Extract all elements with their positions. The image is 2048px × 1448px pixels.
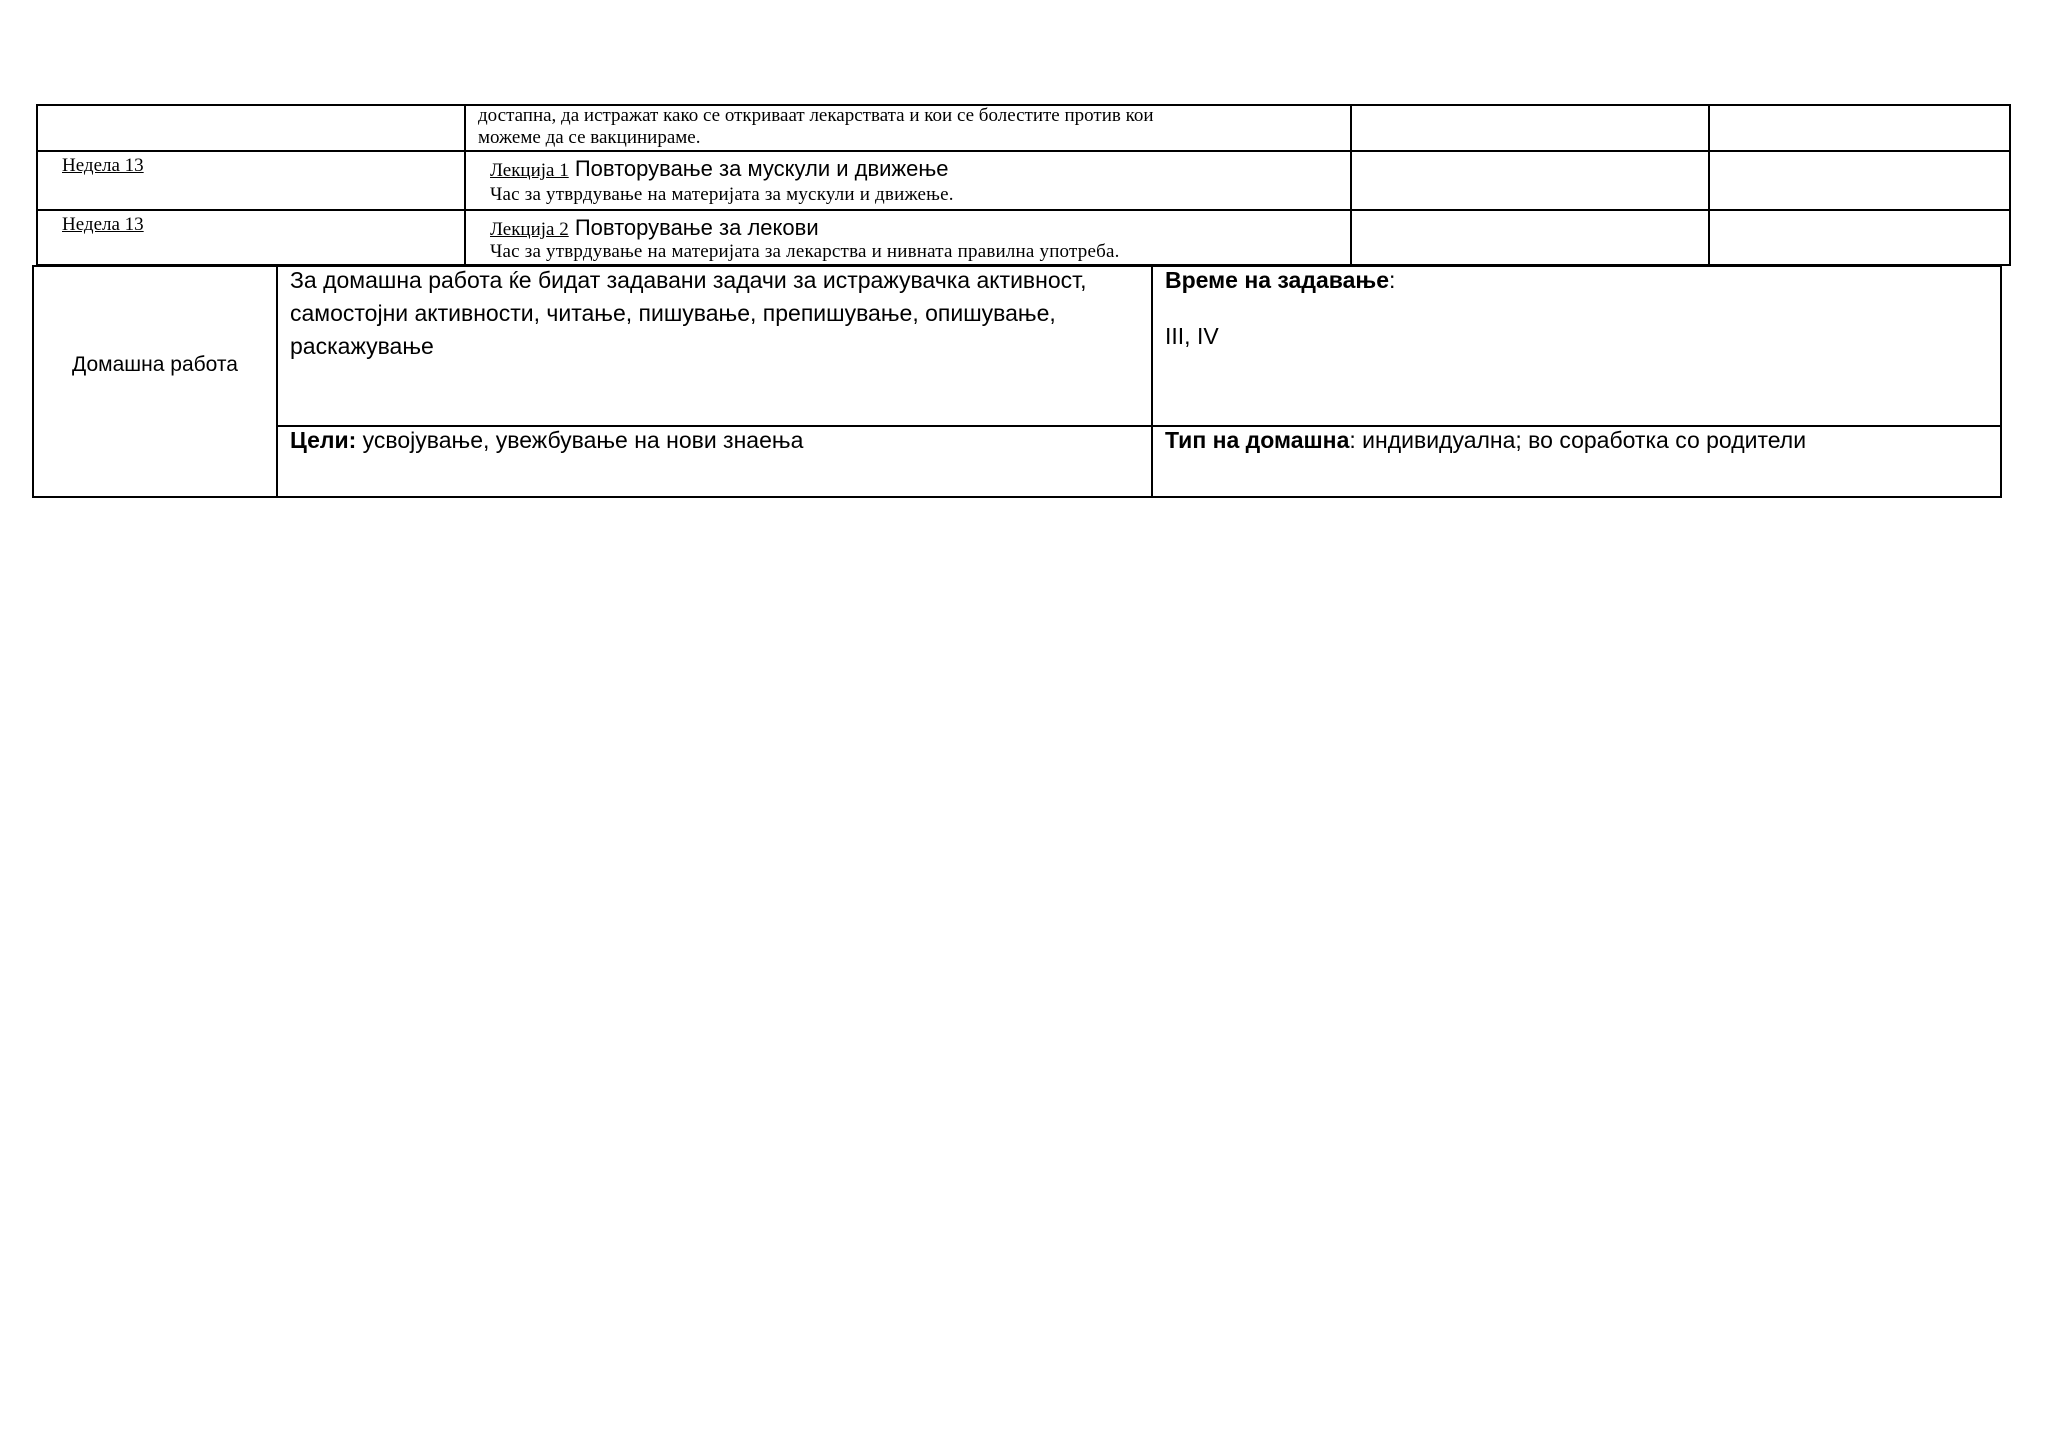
- assignment-time-value: III, IV: [1165, 323, 1219, 349]
- lesson-link[interactable]: Лекција 1: [490, 160, 569, 181]
- lesson-description: Час за утврдување на материјата за лекарства и нивната правилна употреба.: [490, 241, 1120, 262]
- homework-type-label: Тип на домашна: [1165, 427, 1350, 453]
- lesson-heading: [490, 215, 1120, 241]
- lesson-heading: [490, 156, 954, 182]
- week-label: Недела 13: [62, 155, 144, 176]
- assignment-time-colon: :: [1389, 267, 1396, 293]
- continuation-line-2: можеме да се вакцинираме.: [478, 127, 701, 148]
- homework-row-label: Домашна работа: [72, 353, 238, 376]
- assignment-time-label: Време на задавање: [1165, 267, 1389, 293]
- lesson-title: Повторување за лекови: [568, 215, 819, 240]
- homework-description: За домашна работа ќе бидат задавани задачи за истражувачка активност, самостојни активности, читање, пишување, препишување, опишување, раскажување: [290, 267, 1087, 359]
- homework-type-value: : индивидуална; во соработка со родители: [1349, 427, 1807, 453]
- goals-text: [290, 424, 803, 457]
- continuation-line-1: достапна, да истражат како се откриваат лекарствата и кои се болестите против кои: [478, 105, 1154, 126]
- lesson-description: Час за утврдување на материјата за мускули и движење.: [490, 184, 954, 205]
- goals-label: Цели:: [290, 427, 357, 453]
- lesson-cell: [490, 156, 954, 206]
- homework-type-text: [1165, 424, 1806, 457]
- goals-value: усвојување, увежбување на нови знаења: [356, 427, 804, 453]
- lesson-title: Повторување за мускули и движење: [568, 156, 949, 181]
- assignment-time-heading: [1165, 264, 1395, 297]
- week-label: Недела 13: [62, 214, 144, 235]
- lesson-link[interactable]: Лекција 2: [490, 219, 569, 240]
- continuation-text: [478, 105, 1154, 149]
- lesson-cell: [490, 215, 1120, 263]
